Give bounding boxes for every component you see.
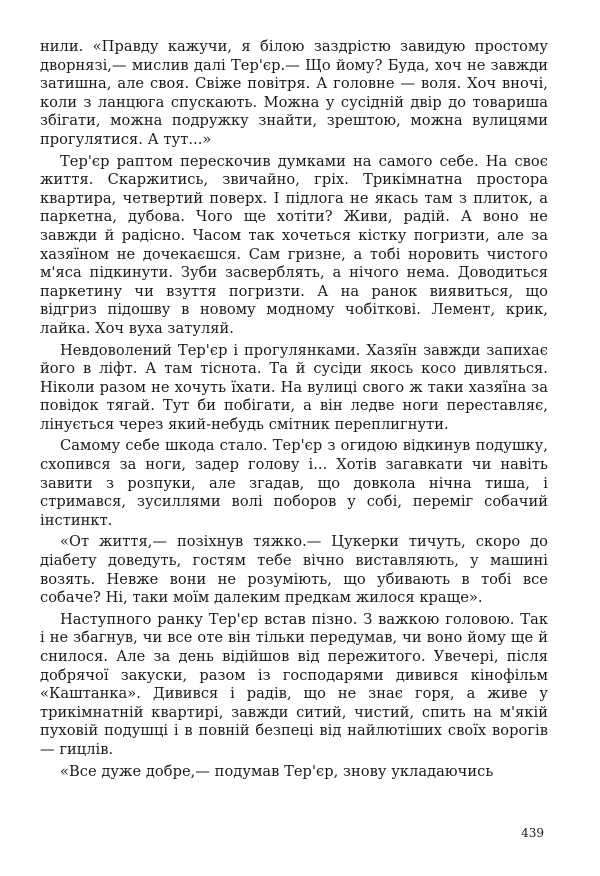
paragraph-1: нили. «Правду кажучи, я білою заздрістю завидую простому дворнязі,— мислив далі Тер'єр.— Що йому? Буда, хоч не завжди затишна, але своя. Свіже повітря. А головне — воля. Хоч вночі, коли з ланцюга спускають. Можна у сусідній двір до товариша збігати, можна подружку знайти, зрештою, можна вулицями прогулятися. А тут...» bbox=[40, 38, 548, 148]
page-body bbox=[40, 38, 548, 781]
paragraph-4: Самому себе шкода стало. Тер'єр з огидою відкинув подушку, схопився за ноги, задер голову і... Хотів загавкати чи навіть завити з розпуки, але згадав, що довкола нічна тиша, і стримався, зусиллями волі поборов у собі, переміг собачий інстинкт. bbox=[40, 437, 548, 529]
paragraph-2: Тер'єр раптом перескочив думками на самого себе. На своє життя. Скаржитись, звичайно, гріх. Трикімнатна простора квартира, четвертий поверх. І підлога не якась там з плиток, а паркетна, дубова. Чого ще хотіти? Живи, радій. А воно не завжди й радісно. Часом так хочеться кістку погризти, але за хазяїном не дочекаєшся. Сам гризне, а тобі норовить чистого м'яса підкинути. Зуби засверблять, а нічого нема. Доводиться паркетину чи взуття погризти. А на ранок виявиться, що відгриз підошву в новому модному чобіткові. Лемент, крик, лайка. Хоч вуха затуляй. bbox=[40, 152, 548, 337]
paragraph-6: Наступного ранку Тер'єр встав пізно. З важкою головою. Так і не збагнув, чи все оте він тільки передумав, чи воно йому ще й снилося. Але за день відійшов від пережитого. Увечері, після добрячої закуски, разом із господарями дивився кінофільм «Каштанка». Дивився і радів, що не знає горя, а живе у трикімнатній квартирі, завжди ситий, чистий, спить на м'якій пуховій подушці і в повній безпеці від найлютіших своїх ворогів — гицлів. bbox=[40, 610, 548, 758]
paragraph-3: Невдоволений Тер'єр і прогулянками. Хазяїн завжди запихає його в ліфт. А там тіснота. Та й сусіди якось косо дивляться. Ніколи разом не хочуть їхати. На вулиці свого ж таки хазяїна за повідок тягай. Тут би побігати, а він ледве ноги переставляє, лінується через який-небудь смітник переплигнути. bbox=[40, 341, 548, 433]
paragraph-5: «От життя,— позіхнув тяжко.— Цукерки тичуть, скоро до діабету доведуть, гостям тебе вічно виставляють, у машині возять. Невже вони не розуміють, що убивають в тобі все собаче? Ні, таки моїм далеким предкам жилося краще». bbox=[40, 533, 548, 607]
page-number: 439 bbox=[521, 826, 544, 840]
paragraph-7: «Все дуже добре,— подумав Тер'єр, знову укладаючись bbox=[60, 762, 494, 780]
